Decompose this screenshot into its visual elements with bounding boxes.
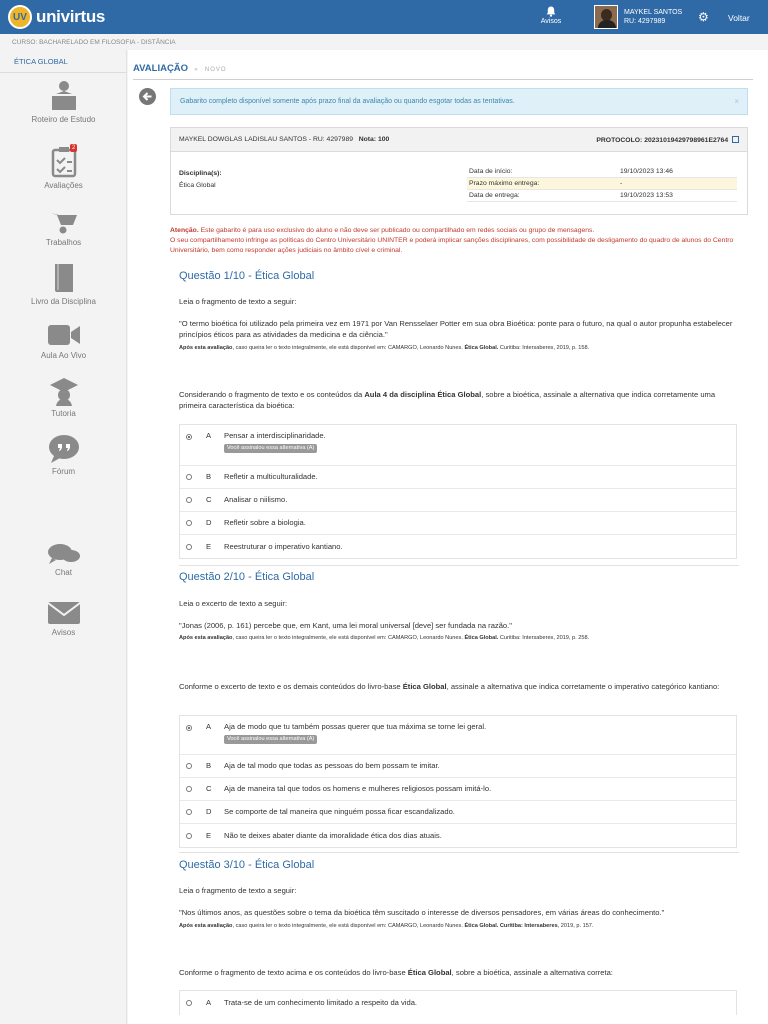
ref-book: Ética Global. <box>464 345 499 351</box>
date-value: 19/10/2023 13:53 <box>620 192 673 199</box>
chosen-badge: Você assinalou essa alternativa (A) <box>224 444 317 453</box>
avisos-button[interactable] <box>536 6 566 25</box>
avaliacoes-badge: 2 <box>72 145 76 151</box>
prompt-post: , sobre a bioética, assinale a alternativa correta: <box>451 968 613 977</box>
question-quote: "Nos últimos anos, as questões sobre o tema da bioética têm suscitado o interesse de diversos pensadores, em várias áreas do conhecimento." <box>179 908 665 917</box>
date-label: Prazo máximo entrega: <box>469 180 540 187</box>
question-quote: "O termo bioética foi utilizado pela primeira vez em 1971 por Van Rensselaer Potter em sua obra Bioética: ponte para o futuro, na qual o autor propunha estabelecer princípios éticos para as atividades da medicina e da ciência." <box>179 319 733 339</box>
date-row <box>467 178 737 190</box>
option-b[interactable] <box>180 755 736 778</box>
radio-button[interactable] <box>186 763 192 769</box>
options-list <box>179 715 737 848</box>
graduation-cap-icon <box>49 376 79 406</box>
card-header <box>171 128 747 152</box>
sidebar-item-label: Avisos <box>51 628 76 637</box>
divider <box>179 852 739 853</box>
sidebar <box>0 50 127 1024</box>
question-intro: Leia o excerto de texto a seguir: <box>179 599 288 608</box>
option-text: Refletir a multiculturalidade. <box>224 472 318 481</box>
user-ru: RU: 4297989 <box>624 18 666 25</box>
sidebar-item-forum[interactable] <box>0 434 127 476</box>
option-a[interactable] <box>180 991 736 1015</box>
options-list <box>179 990 737 1015</box>
sidebar-item-aula-ao-vivo[interactable] <box>0 322 127 360</box>
question-quote: "Jonas (2006, p. 161) percebe que, em Kant, uma lei moral universal [deve] ser fundada na razão." <box>179 621 512 630</box>
radio-button[interactable] <box>186 474 192 480</box>
sidebar-item-avaliacoes[interactable] <box>0 146 127 190</box>
prompt-bold: Ética Global <box>407 968 452 977</box>
date-label: Data de entrega: <box>469 192 520 199</box>
ref-text: , caso queira ler o texto integralmente, ele está disponível em: CAMARGO, Leonardo Nunes. <box>232 923 465 929</box>
sidebar-item-label: Trabalhos <box>45 238 82 247</box>
ref-book: Ética Global. <box>464 635 499 641</box>
radio-button[interactable] <box>186 520 192 526</box>
arrow-left-icon <box>142 91 153 102</box>
options-list <box>179 424 737 559</box>
option-c[interactable] <box>180 778 736 801</box>
ref-tail: , 2019, p. 157. <box>557 923 594 929</box>
option-text: Não te deixes abater diante da imoralidade ética dos dias atuais. <box>224 830 442 840</box>
page-subtitle: NOVO <box>204 67 227 73</box>
option-text: Reestruturar o imperativo kantiano. <box>224 541 343 551</box>
sidebar-item-label: Roteiro de Estudo <box>31 115 96 124</box>
question-reference <box>179 923 739 929</box>
user-info <box>624 8 682 26</box>
option-c[interactable] <box>180 489 736 512</box>
option-text: Aja de modo que tu também possas querer que tua máxima se torne lei geral. <box>224 722 487 731</box>
option-letter: B <box>206 472 212 481</box>
copy-icon[interactable] <box>732 136 739 143</box>
sidebar-item-label: Avaliações <box>44 181 83 190</box>
ref-text: , caso queira ler o texto integralmente, ele está disponível em: CAMARGO, Leonardo Nunes. <box>232 635 465 641</box>
exam-summary-card <box>170 127 748 215</box>
option-d[interactable] <box>180 801 736 824</box>
radio-button[interactable] <box>186 725 192 731</box>
date-label: Data de início: <box>469 168 513 175</box>
option-text: Aja de maneira tal que todos os homens e mulheres religiosos possam imitá-lo. <box>224 784 492 793</box>
radio-button[interactable] <box>186 786 192 792</box>
question-title: Questão 2/10 - Ética Global <box>179 571 315 583</box>
divider <box>179 565 739 566</box>
back-button[interactable] <box>139 88 156 105</box>
option-text: Refletir sobre a biologia. <box>224 518 306 527</box>
logo-mark: UV <box>8 5 32 29</box>
question-title: Questão 3/10 - Ética Global <box>179 859 315 871</box>
nota-value: 100 <box>377 136 390 143</box>
ref-book: Ética Global. Curitiba: Intersaberes <box>464 923 558 929</box>
logo-text: univirtus <box>36 7 106 26</box>
option-letter: A <box>206 998 212 1007</box>
prompt-pre: Conforme o excerto de texto e os demais conteúdos do livro-base <box>179 682 403 691</box>
top-bar <box>0 0 768 34</box>
warning-bold: Atenção. <box>170 227 199 234</box>
option-text: Trata-se de um conhecimento limitado a respeito da vida. <box>224 998 418 1007</box>
sidebar-item-avisos[interactable] <box>0 601 127 637</box>
option-letter: E <box>206 541 212 551</box>
page-title: AVALIAÇÃO <box>133 63 189 74</box>
univirtus-logo[interactable] <box>8 5 105 29</box>
disciplina-label: Disciplina(s): <box>179 170 222 177</box>
disciplina-value: Ética Global <box>179 182 216 189</box>
sidebar-item-roteiro[interactable] <box>0 80 127 124</box>
sidebar-course-title[interactable]: ÉTICA GLOBAL <box>0 50 126 73</box>
question-intro: Leia o fragmento de texto a seguir: <box>179 886 297 895</box>
wheelbarrow-icon <box>49 207 79 235</box>
option-b[interactable] <box>180 466 736 489</box>
sidebar-item-label: Livro da Disciplina <box>31 297 96 306</box>
main-content <box>128 50 768 1024</box>
gear-icon[interactable]: ⚙ <box>698 10 709 24</box>
sidebar-item-trabalhos[interactable] <box>0 207 127 247</box>
student-info <box>179 136 389 151</box>
option-d[interactable] <box>180 512 736 535</box>
radio-button[interactable] <box>186 434 192 440</box>
info-alert <box>170 88 748 115</box>
page-header <box>133 63 753 80</box>
option-letter: E <box>206 830 212 840</box>
nota-label: Nota: <box>358 136 377 143</box>
sidebar-item-label: Tutoria <box>51 409 76 418</box>
warning-line2: O seu compartilhamento infringe as políticas do Centro Universitário UNINTER e poderá implicar sanções disciplinares, com possibilidade de desligamento do quadro de alunos do Centro Universitário, bem como responder ações judiciais no âmbito cível e criminal. <box>170 237 734 254</box>
user-menu[interactable] <box>594 5 682 29</box>
question-reference <box>179 635 739 641</box>
ref-tail: Curitiba: Intersaberes, 2019, p. 258. <box>498 635 590 641</box>
option-letter: A <box>206 722 212 731</box>
option-text: Se comporte de tal maneira que ninguém possa ficar escandalizado. <box>224 807 455 816</box>
warning-text <box>170 226 750 256</box>
option-text: Analisar o niilismo. <box>224 495 288 504</box>
ref-text: , caso queira ler o texto integralmente, ele está disponível em: CAMARGO, Leonardo Nunes. <box>232 345 465 351</box>
option-letter: C <box>206 784 212 793</box>
radio-button[interactable] <box>186 544 192 550</box>
protocolo-label: PROTOCOLO: <box>596 137 643 144</box>
alert-text: Gabarito completo disponível somente após prazo final da avaliação ou quando esgotar todas as tentativas. <box>180 98 515 105</box>
study-guide-icon <box>50 80 78 112</box>
chosen-badge: Você assinalou essa alternativa (A) <box>224 735 317 744</box>
warning-line1: Este gabarito é para uso exclusivo do aluno e não deve ser publicado ou compartilhado em redes sociais ou grupo de mensagens. <box>198 227 595 234</box>
option-a[interactable] <box>180 425 736 466</box>
question-reference <box>179 345 739 351</box>
radio-button[interactable] <box>186 809 192 815</box>
sidebar-item-label: Aula Ao Vivo <box>40 351 87 360</box>
radio-button[interactable] <box>186 497 192 503</box>
radio-button[interactable] <box>186 1000 192 1006</box>
bell-icon <box>546 6 556 17</box>
option-text: Pensar a interdisciplinaridade. <box>224 431 326 440</box>
avisos-label: Avisos <box>540 18 562 25</box>
prompt-bold: Ética Global <box>402 682 447 691</box>
date-value: 19/10/2023 13:46 <box>620 168 673 175</box>
date-row <box>467 190 737 202</box>
question-intro: Leia o fragmento de texto a seguir: <box>179 297 297 306</box>
sidebar-item-label: Fórum <box>51 467 76 476</box>
chat-bubbles-icon <box>47 543 81 565</box>
question-title: Questão 1/10 - Ética Global <box>179 270 315 282</box>
prompt-post: , assinale a alternativa que indica corretamente o imperativo categórico kantiano: <box>446 682 720 691</box>
ref-tail: Curitiba: Intersaberes, 2019, p. 158. <box>498 345 590 351</box>
disciplina-block <box>179 168 222 192</box>
option-letter: A <box>206 431 212 440</box>
option-e[interactable] <box>180 535 736 558</box>
prompt-post: , sobre a bioética, assinale a alternativa que indica corretamente uma primeira característica da bioética: <box>179 390 716 410</box>
date-value: - <box>620 180 623 187</box>
prompt-pre: Considerando o fragmento de texto e os conteúdos da <box>179 390 365 399</box>
question-prompt <box>179 967 739 978</box>
voltar-button[interactable]: Voltar <box>728 13 750 23</box>
option-letter: D <box>206 807 212 816</box>
sidebar-item-livro[interactable] <box>0 262 127 306</box>
dates-table <box>467 166 737 202</box>
close-icon[interactable]: × <box>734 97 739 106</box>
quote-bubble-icon <box>48 434 80 464</box>
sidebar-item-chat[interactable] <box>0 543 127 577</box>
ref-bold: Após esta avaliação <box>179 635 233 641</box>
question-prompt <box>179 389 739 411</box>
option-letter: C <box>206 495 212 504</box>
option-letter: D <box>206 518 212 527</box>
protocol <box>596 136 739 151</box>
video-camera-icon <box>47 322 81 348</box>
avatar <box>594 5 618 29</box>
ref-bold: Após esta avaliação <box>179 345 233 351</box>
option-letter: B <box>206 761 212 770</box>
option-text: Aja de tal modo que todas as pessoas do bem possam te imitar. <box>224 761 440 770</box>
option-a[interactable] <box>180 716 736 755</box>
student-name: MAYKEL DOWGLAS LADISLAU SANTOS - RU: 4297989 <box>179 136 354 143</box>
radio-button[interactable] <box>186 833 192 839</box>
prompt-bold: Aula 4 da disciplina Ética Global <box>364 390 482 399</box>
ref-bold: Após esta avaliação <box>179 923 233 929</box>
sidebar-item-label: Chat <box>55 568 72 577</box>
sidebar-item-tutoria[interactable] <box>0 376 127 418</box>
breadcrumb: CURSO: BACHARELADO EM FILOSOFIA - DISTÂNCIA <box>12 39 176 46</box>
question-prompt <box>179 681 739 692</box>
protocolo-value: 20231019429798961E2764 <box>644 137 729 144</box>
envelope-icon <box>47 601 81 625</box>
option-e[interactable] <box>180 824 736 847</box>
page-title-separator: » <box>194 67 199 73</box>
book-icon <box>51 262 77 294</box>
user-name: MAYKEL SANTOS <box>624 9 683 16</box>
prompt-pre: Conforme o fragmento de texto acima e os conteúdos do livro-base <box>179 968 408 977</box>
date-row <box>467 166 737 178</box>
